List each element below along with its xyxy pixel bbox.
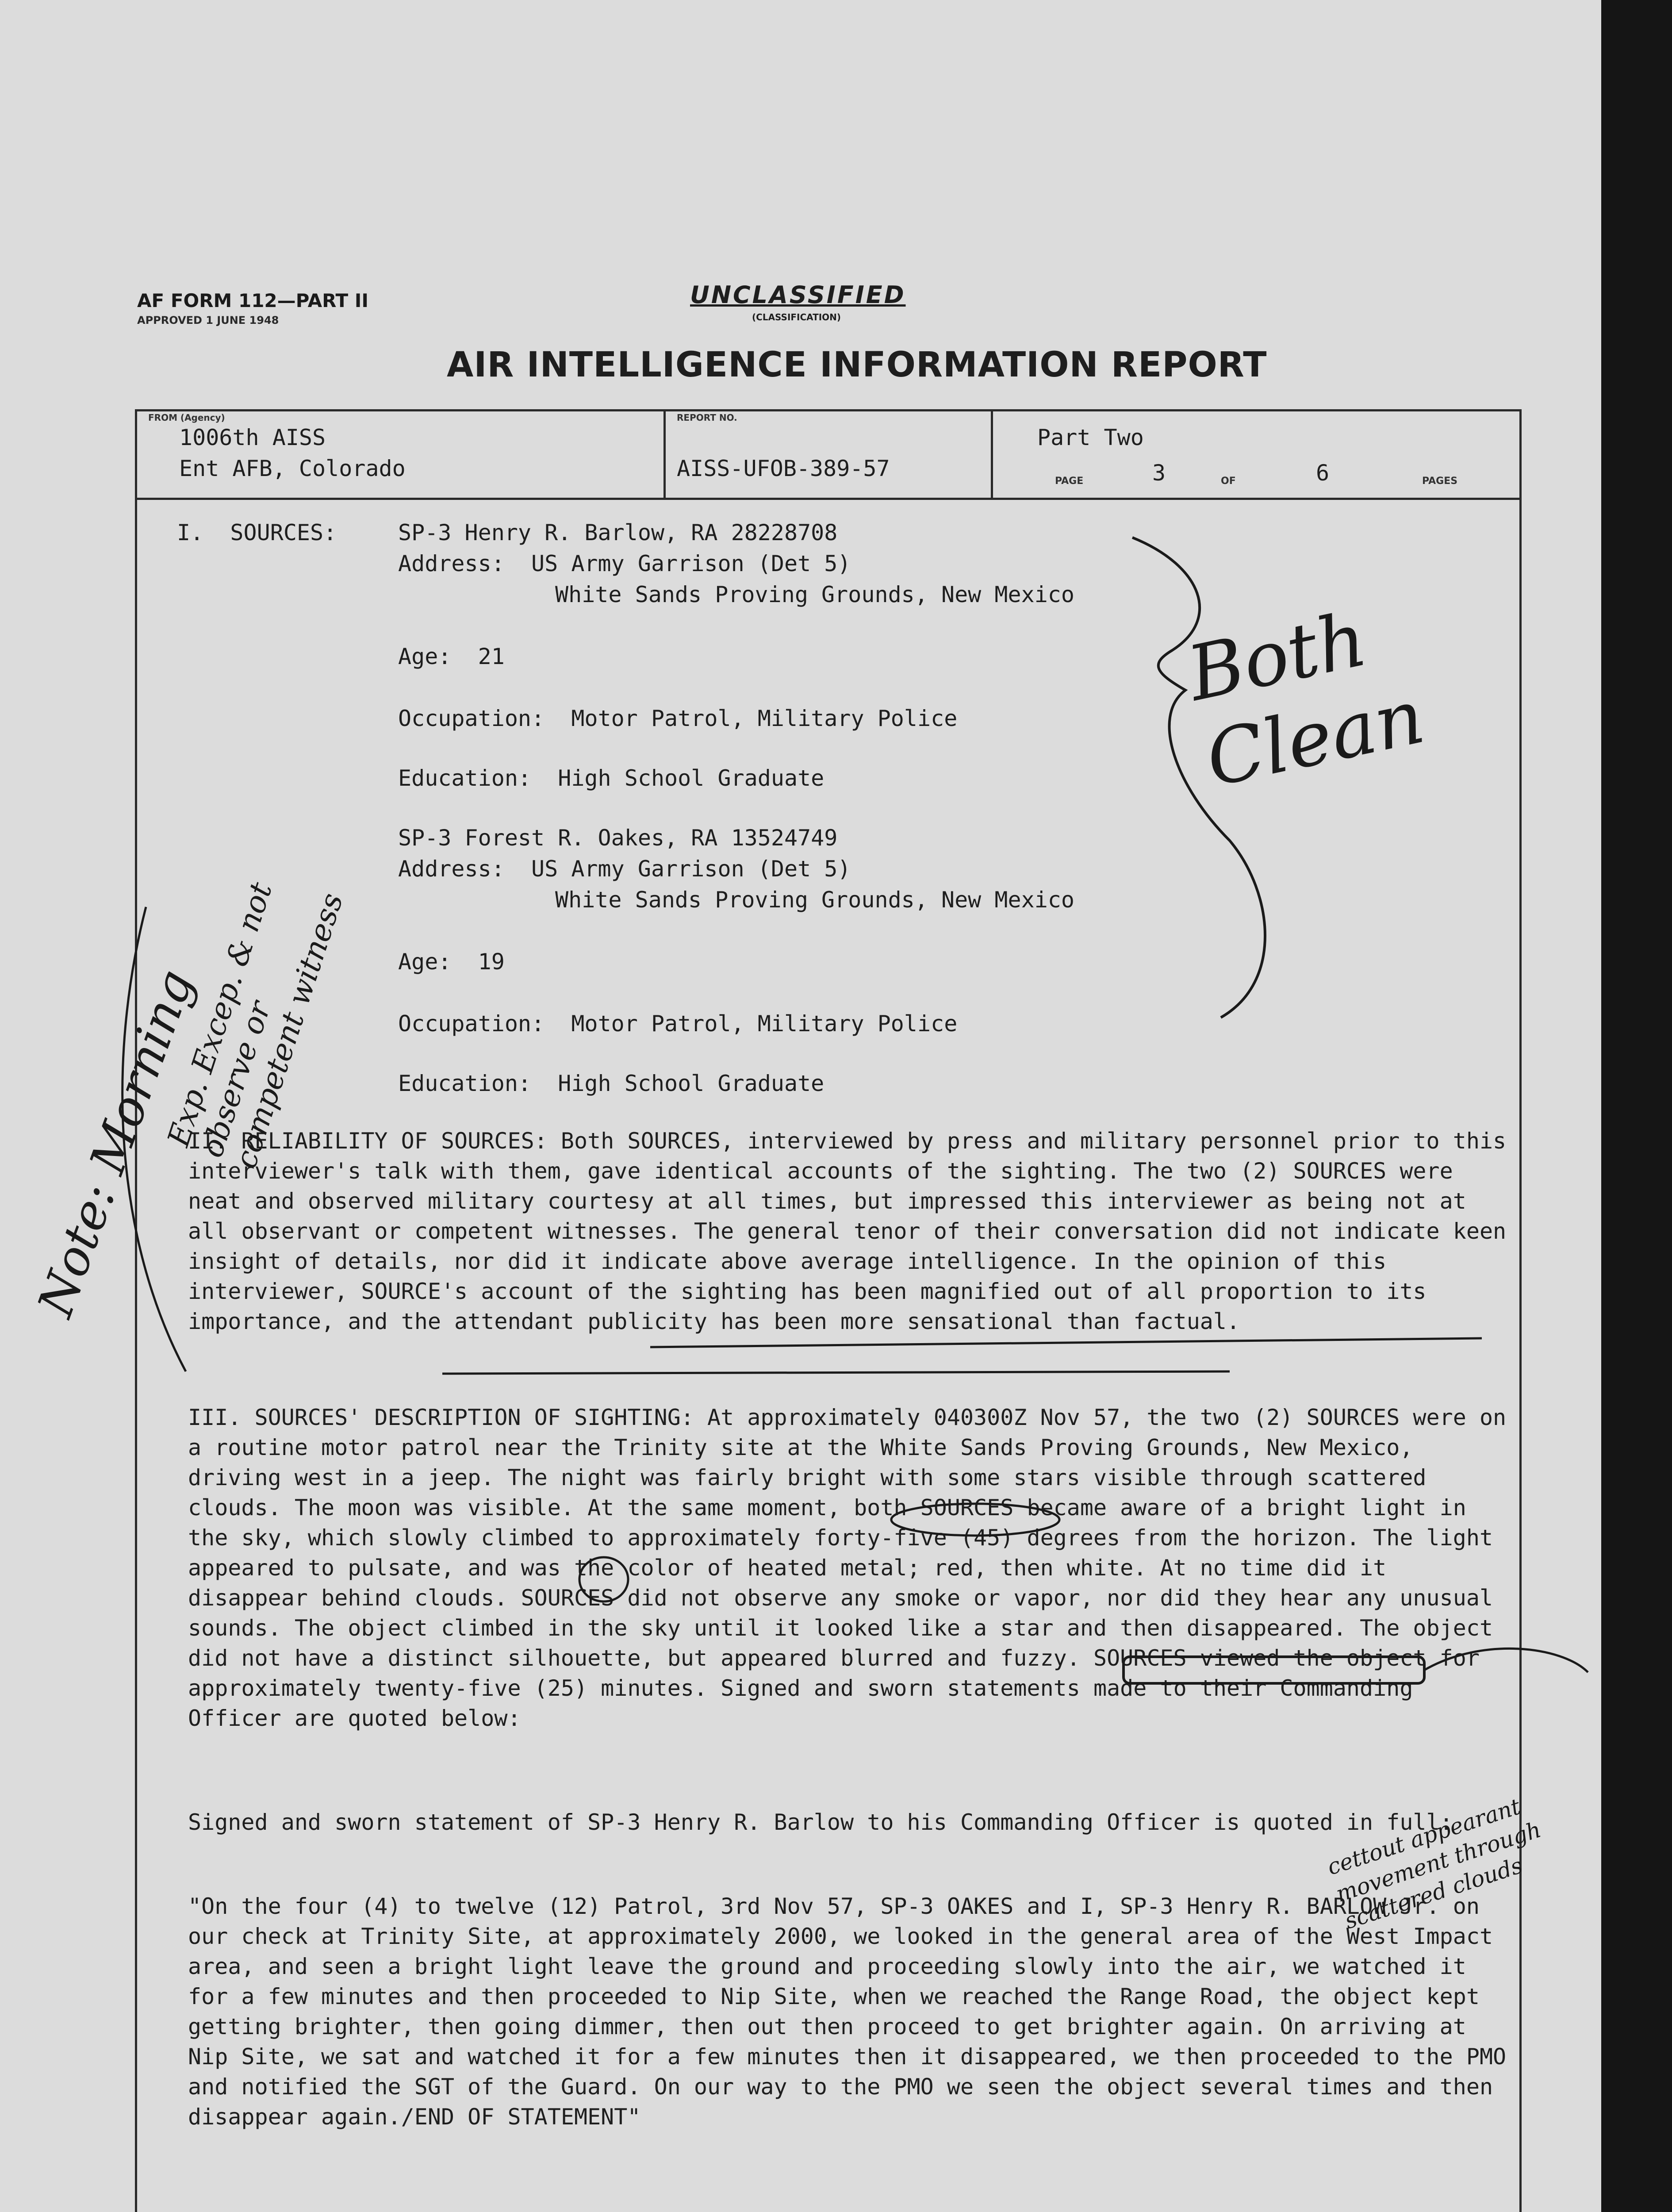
source1-age: Age: 21 (398, 644, 505, 669)
from-location: Ent AFB, Colorado (179, 456, 406, 481)
part-label: Part Two (1037, 425, 1144, 450)
of-label: OF (1221, 476, 1236, 487)
margin-bracket (123, 907, 186, 1371)
page-label: PAGE (1055, 476, 1084, 487)
statement1-text: "On the four (4) to twelve (12) Patrol, 3rd Nov 57, SP-3 OAKES and I, SP-3 Henry R. BARLOW Jr. on our check at Trinity Site, at approximately 2000, we looked in the general area of the West Impact area, and seen a bright light leave the ground and proceeding slowly into the air, we watched it for a few minutes and then proceeded to Nip Site, when we reached the Range Road, the object kept getting brighter, then going dimmer, then out then proceed to get brighter again. On arriving at Nip Site, we sat and watched it for a few minutes then it disappeared, we then proceeded to the PMO and notified the SGT of the Guard. On our way to the PMO we seen the object several times and then disappear again./END OF STATEMENT" (188, 1893, 1507, 2130)
source2-address: Address: US Army Garrison (Det 5) (398, 856, 851, 882)
box-looked-like-star (1124, 1657, 1424, 1683)
source1-occupation: Occupation: Motor Patrol, Military Police (398, 706, 958, 731)
circle-moon-visible (891, 1504, 1059, 1536)
page-number: 3 (1152, 460, 1166, 486)
curly-brace-mark (1132, 538, 1265, 1018)
underline-mark (650, 1338, 1482, 1347)
circle-45 (579, 1557, 628, 1601)
source1-education: Education: High School Graduate (398, 765, 824, 791)
handwritten-left-note2: Exp. Excep. & not observe or competent witness (161, 878, 350, 1173)
description-section: III. SOURCES' DESCRIPTION OF SIGHTING: At approximately 040300Z Nov 57, the two (2) SOURCES were on a routine motor patrol near the Trinity site at the White Sands Proving Grounds, New Mexico, driving west in a jeep. The night was fairly bright with some stars visible through scattered clouds. The moon was visible. At the same moment, both SOURCES became aware of a bright light in the sky, which slowly climbed to approximately forty-five (45) degrees from the horizon. The light appeared to pulsate, and was the color of heated metal; red, then white. At no time did it disappear behind clouds. SOURCES did not observe any smoke or vapor, nor did they hear any unusual sounds. The object climbed in the sky until it looked like a star and then disappeared. The object did not have a distinct silhouette, but appeared blurred and fuzzy. SOURCES viewed the object for approximately twenty-five (25) minutes. Signed and sworn statements made to their Commanding Officer are quoted below: (188, 1405, 1507, 1731)
source1-address2: White Sands Proving Grounds, New Mexico (555, 582, 1074, 607)
scan-edge (1601, 0, 1672, 2212)
from-unit: 1006th AISS (179, 425, 326, 450)
classification-top: UNCLASSIFIED (690, 281, 906, 309)
total-pages: 6 (1316, 460, 1330, 486)
source1-name: SP-3 Henry R. Barlow, RA 28228708 (398, 520, 838, 545)
sources-heading: I. SOURCES: (177, 520, 337, 545)
connector-line (1424, 1648, 1588, 1672)
statement1-intro: Signed and sworn statement of SP-3 Henry R. Barlow to his Commanding Officer is quoted in full: (188, 1809, 1453, 1835)
report-no-label: REPORT NO. (677, 412, 737, 423)
source2-age: Age: 19 (398, 949, 505, 975)
reliability-section: II. RELIABILITY OF SOURCES: Both SOURCES, interviewed by press and military personnel prior to this interviewer's talk with them, gave identical accounts of the sighting. The two (2) SOURCES were neat and observed military courtesy at all times, but impressed this interviewer as being not at all observant or competent witnesses. The general tenor of their conversation did not indicate keen insight of details, nor did it indicate above average intelligence. In the opinion of this interviewer, SOURCE's account of the sighting has been magnified out of all proportion to its importance, and the attendant publicity has been more sensational than factual. (188, 1128, 1507, 1334)
source1-address: Address: US Army Garrison (Det 5) (398, 551, 851, 576)
handwritten-both-clean: Both Clean (1180, 595, 1432, 804)
source2-education: Education: High School Graduate (398, 1071, 824, 1096)
source2-occupation: Occupation: Motor Patrol, Military Police (398, 1011, 958, 1037)
source2-address2: White Sands Proving Grounds, New Mexico (555, 887, 1074, 913)
handwritten-left-note: Note: Morning (27, 962, 205, 1324)
from-label: FROM (Agency) (148, 412, 225, 423)
report-number: AISS-UFOB-389-57 (677, 456, 890, 481)
underline-mark (442, 1371, 1230, 1374)
approved-date: APPROVED 1 JUNE 1948 (137, 314, 279, 326)
form-number: AF FORM 112—PART II (137, 290, 369, 311)
pages-label: PAGES (1422, 476, 1458, 487)
handwritten-right-margin: cettout appearant movement through scattered clouds (1324, 1793, 1544, 1934)
report-title: AIR INTELLIGENCE INFORMATION REPORT (447, 345, 1267, 385)
classification-label-top: (CLASSIFICATION) (752, 312, 841, 323)
source2-name: SP-3 Forest R. Oakes, RA 13524749 (398, 825, 838, 851)
